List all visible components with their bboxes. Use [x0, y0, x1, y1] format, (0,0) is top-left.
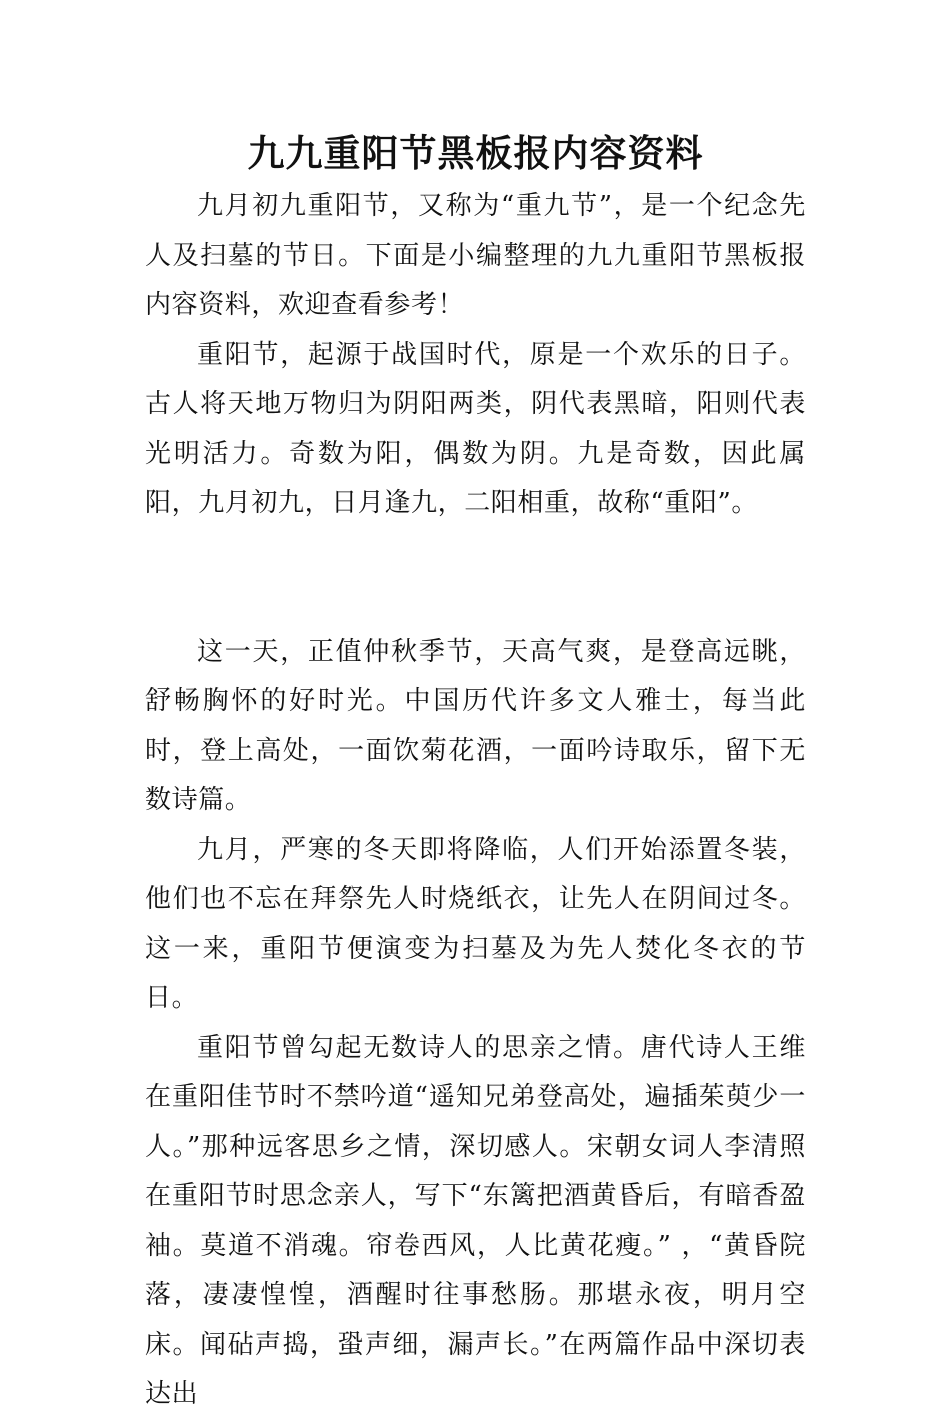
paragraph-intro: 九月初九重阳节，又称为“重九节”，是一个纪念先人及扫墓的节日。下面是小编整理的九九重阳节黑板报内容资料，欢迎查看参考！ — [145, 191, 806, 320]
paragraph-winter: 九月，严寒的冬天即将降临，人们开始添置冬装，他们也不忘在拜祭先人时烧纸衣，让先人在阴间过冬。这一来，重阳节便演变为扫墓及为先人焚化冬衣的节日。 — [145, 834, 806, 1013]
document-title: 九九重阳节黑板报内容资料 — [247, 131, 704, 175]
paragraph-poets: 重阳节曾勾起无数诗人的思亲之情。唐代诗人王维在重阳佳节时不禁吟道“遥知兄弟登高处，遍插茱萸少一人。”那种远客思乡之情，深切感人。宋朝女词人李清照在重阳节时思念亲人，写下“东篱把酒黄昏后，有暗香盈袖。莫道不消魂。帘卷西风，人比黄花瘦。” ，“黄昏院落，凄凄惶惶，酒醒时往事愁肠。那堪永夜，明月空床。闻砧声捣，蛩声细，漏声长。”在两篇作品中深切表达出 — [145, 1032, 806, 1409]
blank-gap — [145, 529, 806, 628]
paragraph-climbing: 这一天，正值仲秋季节，天高气爽，是登高远眺，舒畅胸怀的好时光。中国历代许多文人雅士，每当此时，登上高处，一面饮菊花酒，一面吟诗取乐，留下无数诗篇。 — [145, 636, 806, 815]
paragraph-origin: 重阳节，起源于战国时代，原是一个欢乐的日子。古人将天地万物归为阴阳两类，阴代表黑暗，阳则代表光明活力。奇数为阳，偶数为阴。九是奇数，因此属阳，九月初九，日月逢九，二阳相重，故称“重阳”。 — [145, 339, 806, 518]
